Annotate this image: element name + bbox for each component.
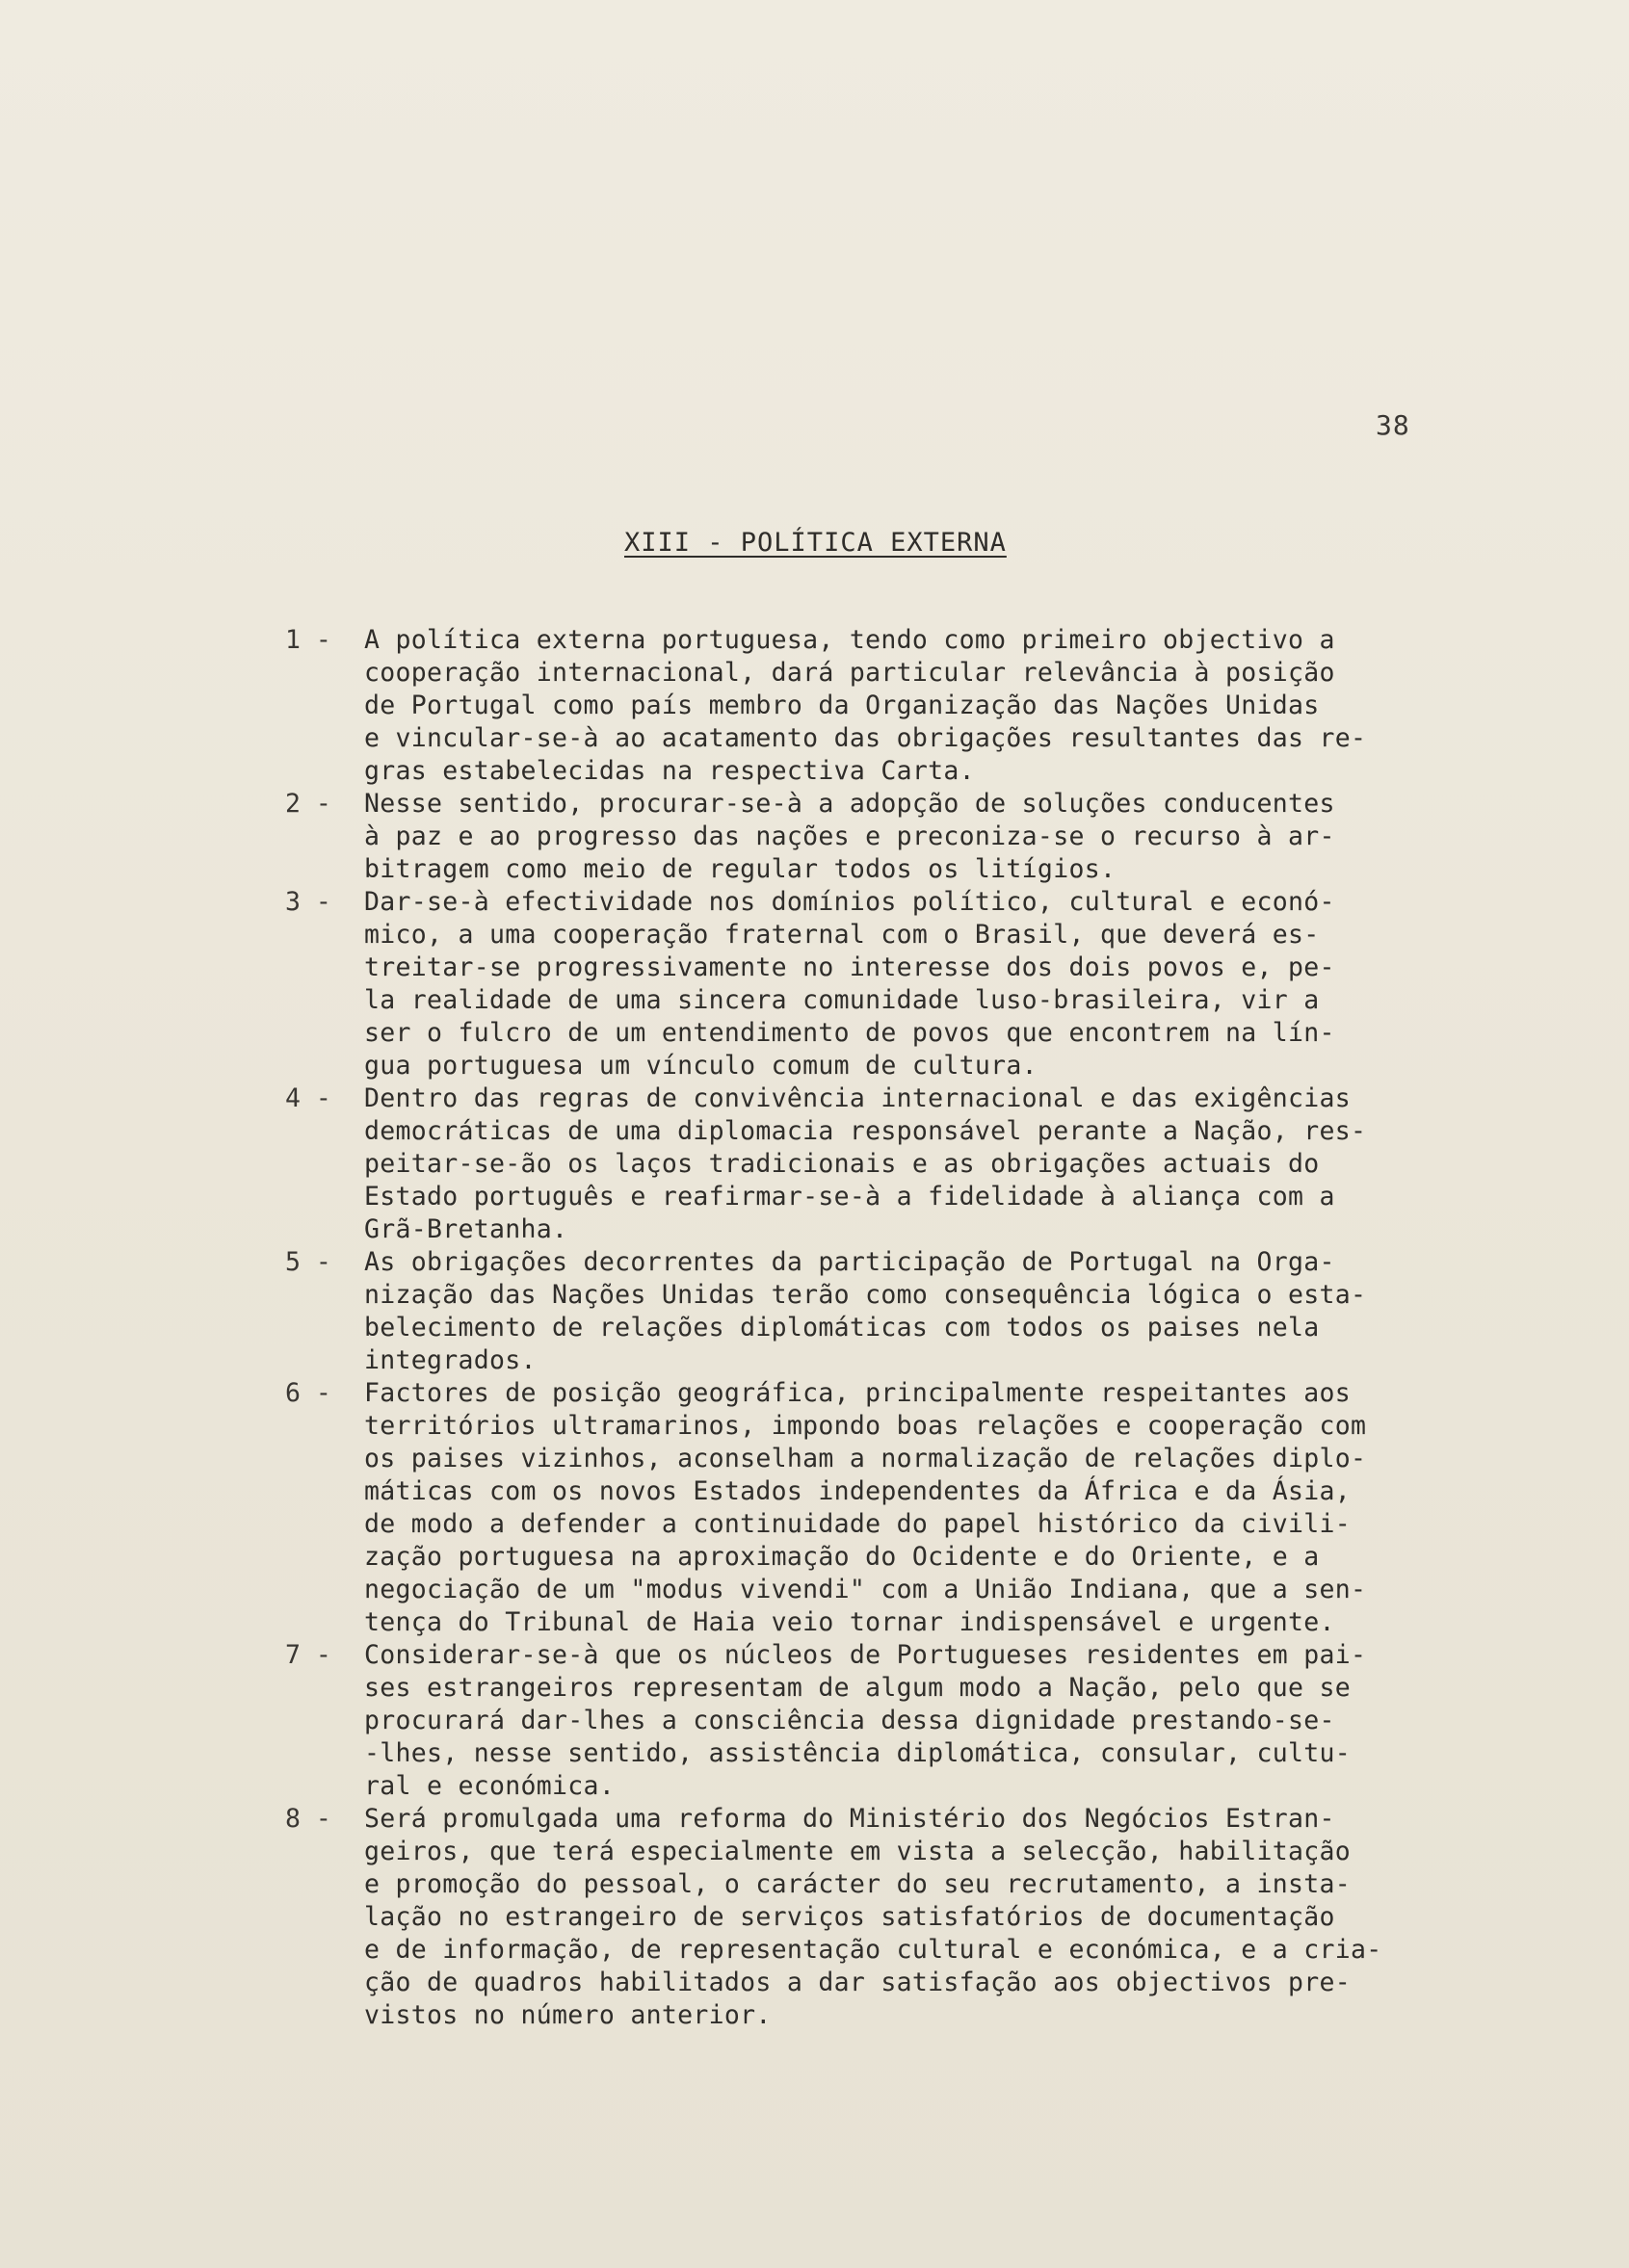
item-text-line: Grã-Bretanha. [364,1214,568,1244]
item-text-line: bitragem como meio de regular todos os litígios. [364,854,1117,884]
item-text-line: Dar-se-à efectividade nos domínios político, cultural e econó- [364,887,1335,917]
section-title: XIII - POLÍTICA EXTERNA [624,528,1007,558]
item-text-line: tença do Tribunal de Haia veio tornar indispensável e urgente. [364,1607,1335,1637]
item-text-line: Considerar-se-à que os núcleos de Portugueses residentes em pai- [364,1640,1367,1670]
item-number: 5 - [285,1247,331,1277]
item-text-line: Estado português e reafirmar-se-à a fidelidade à aliança com a [364,1182,1335,1212]
item-text-line: negociação de um "modus vivendi" com a União Indiana, que a sen- [364,1575,1367,1604]
item-text-line: procurará dar-lhes a consciência dessa dignidade prestando-se- [364,1706,1335,1735]
item-text-line: Dentro das regras de convivência internacional e das exigências [364,1083,1352,1113]
item-text-line: de Portugal como país membro da Organização das Nações Unidas [364,691,1320,720]
item-text-line: gua portuguesa um vínculo comum de cultura. [364,1051,1038,1081]
item-number: 4 - [285,1083,331,1113]
item-text-line: zação portuguesa na aproximação do Ocidente e do Oriente, e a [364,1542,1320,1572]
item-text-line: os paises vizinhos, aconselham a normalização de relações diplo- [364,1444,1367,1473]
item-text-line: à paz e ao progresso das nações e preconiza-se o recurso à ar- [364,821,1335,851]
item-text-line: ção de quadros habilitados a dar satisfação aos objectivos pre- [364,1968,1352,1997]
item-text-line: -lhes, nesse sentido, assistência diplomática, consular, cultu- [364,1738,1352,1768]
item-text-line: nização das Nações Unidas terão como consequência lógica o esta- [364,1280,1367,1310]
item-number: 7 - [285,1640,331,1670]
item-text-line: cooperação internacional, dará particular relevância à posição [364,658,1335,688]
item-text-line: integrados. [364,1345,537,1375]
item-text-line: treitar-se progressivamente no interesse dos dois povos e, pe- [364,952,1335,982]
item-text-line: Factores de posição geográfica, principalmente respeitantes aos [364,1378,1352,1408]
item-text-line: gras estabelecidas na respectiva Carta. [364,756,975,786]
item-text-line: ser o fulcro de um entendimento de povos que encontrem na lín- [364,1018,1335,1048]
item-text-line: A política externa portuguesa, tendo como primeiro objectivo a [364,625,1335,655]
item-number: 3 - [285,887,331,917]
item-text-line: lação no estrangeiro de serviços satisfatórios de documentação [364,1902,1335,1932]
item-text-line: territórios ultramarinos, impondo boas relações e cooperação com [364,1411,1367,1441]
item-text-line: e vincular-se-à ao acatamento das obrigações resultantes das re- [364,723,1367,753]
item-text-line: mico, a uma cooperação fraternal com o Brasil, que deverá es- [364,920,1320,950]
item-text-line: ses estrangeiros representam de algum modo a Nação, pelo que se [364,1673,1352,1703]
item-text-line: vistos no número anterior. [364,2000,772,2030]
item-text-line: peitar-se-ão os laços tradicionais e as obrigações actuais do [364,1149,1320,1179]
item-text-line: Nesse sentido, procurar-se-à a adopção de soluções conducentes [364,789,1335,819]
page-number: 38 [1376,409,1410,441]
item-text-line: de modo a defender a continuidade do papel histórico da civili- [364,1509,1352,1539]
item-number: 8 - [285,1804,331,1834]
item-number: 1 - [285,625,331,655]
item-text-line: máticas com os novos Estados independentes da África e da Ásia, [364,1476,1352,1506]
item-text-line: e de informação, de representação cultural e económica, e a cria- [364,1935,1382,1965]
item-number: 2 - [285,789,331,819]
item-text-line: Será promulgada uma reforma do Ministério dos Negócios Estran- [364,1804,1335,1834]
item-text-line: As obrigações decorrentes da participação de Portugal na Orga- [364,1247,1335,1277]
item-text-line: geiros, que terá especialmente em vista a selecção, habilitação [364,1837,1352,1866]
item-text-line: democráticas de uma diplomacia responsável perante a Nação, res- [364,1116,1367,1146]
item-text-line: belecimento de relações diplomáticas com todos os paises nela [364,1313,1320,1343]
item-text-line: la realidade de uma sincera comunidade luso-brasileira, vir a [364,985,1320,1015]
item-text-line: ral e económica. [364,1771,616,1801]
item-text-line: e promoção do pessoal, o carácter do seu recrutamento, a insta- [364,1869,1352,1899]
item-number: 6 - [285,1378,331,1408]
